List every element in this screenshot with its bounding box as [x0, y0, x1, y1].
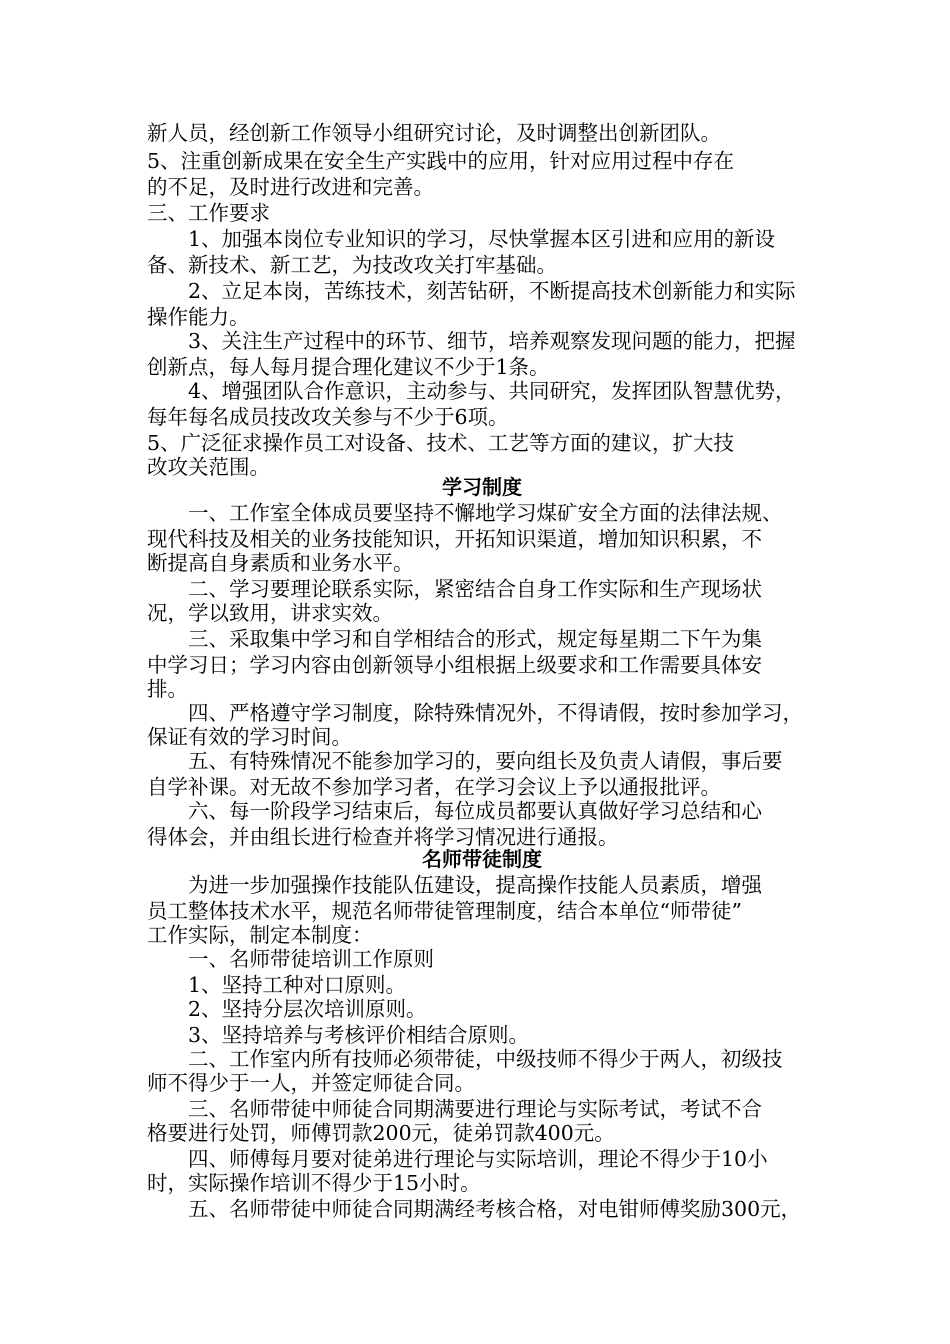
section-heading: 三、工作要求 [147, 201, 270, 225]
body-line: 自学补课。对无故不参加学习者，在学习会议上予以通报批评。 [147, 775, 721, 799]
body-line: 保证有效的学习时间。 [147, 725, 352, 749]
body-line: 2、立足本岗，苦练技术，刻苦钻研，不断提高技术创新能力和实际 [147, 279, 796, 303]
body-line: 3、坚持培养与考核评价相结合原则。 [147, 1023, 530, 1047]
body-line: 2、坚持分层次培训原则。 [147, 997, 427, 1021]
body-line: 1、坚持工种对口原则。 [147, 973, 407, 997]
body-line: 排。 [147, 677, 188, 701]
body-line: 五、名师带徒中师徒合同期满经考核合格，对电钳师傅奖励300元， [147, 1197, 802, 1221]
body-line: 六、每一阶段学习结束后，每位成员都要认真做好学习总结和心 [147, 799, 762, 823]
body-line: 三、采取集中学习和自学相结合的形式，规定每星期二下午为集 [147, 627, 762, 651]
body-line: 5、广泛征求操作员工对设备、技术、工艺等方面的建议，扩大技 [147, 431, 735, 455]
body-line: 格要进行处罚，师傅罚款200元，徒弟罚款400元。 [147, 1121, 615, 1145]
body-line: 工作实际，制定本制度： [147, 923, 373, 947]
body-line: 况，学以致用，讲求实效。 [147, 601, 393, 625]
body-line: 五、有特殊情况不能参加学习的，要向组长及负责人请假，事后要 [147, 749, 783, 773]
body-line: 断提高自身素质和业务水平。 [147, 551, 414, 575]
body-line: 四、严格遵守学习制度，除特殊情况外，不得请假，按时参加学习， [147, 701, 803, 725]
body-line: 备、新技术、新工艺，为技改攻关打牢基础。 [147, 253, 557, 277]
body-line: 新人员，经创新工作领导小组研究讨论，及时调整出创新团队。 [147, 121, 721, 145]
body-line: 创新点，每人每月提合理化建议不少于1条。 [147, 355, 550, 379]
body-line: 的不足，及时进行改进和完善。 [147, 175, 434, 199]
body-line: 现代科技及相关的业务技能知识，开拓知识渠道，增加知识积累，不 [147, 527, 762, 551]
body-line: 4、增强团队合作意识，主动参与、共同研究，发挥团队智慧优势， [147, 379, 796, 403]
section-title-study: 学习制度 [442, 475, 522, 499]
body-line: 二、学习要理论联系实际，紧密结合自身工作实际和生产现场状 [147, 577, 762, 601]
body-line: 二、工作室内所有技师必须带徒，中级技师不得少于两人，初级技 [147, 1047, 783, 1071]
body-line: 改攻关范围。 [147, 455, 270, 479]
body-line: 操作能力。 [147, 305, 250, 329]
body-line: 1、加强本岗位专业知识的学习，尽快掌握本区引进和应用的新设 [147, 227, 776, 251]
body-line: 四、师傅每月要对徒弟进行理论与实际培训，理论不得少于10小 [147, 1147, 768, 1171]
body-line: 中学习日；学习内容由创新领导小组根据上级要求和工作需要具体安 [147, 653, 762, 677]
body-line: 师不得少于一人，并签定师徒合同。 [147, 1071, 475, 1095]
section-title-mentorship: 名师带徒制度 [422, 847, 542, 871]
body-line: 一、名师带徒培训工作原则 [147, 947, 434, 971]
body-line: 员工整体技术水平，规范名师带徒管理制度，结合本单位“师带徒” [147, 899, 742, 923]
body-line: 得体会，并由组长进行检查并将学习情况进行通报。 [147, 825, 619, 849]
body-line: 5、注重创新成果在安全生产实践中的应用，针对应用过程中存在 [147, 149, 735, 173]
body-line: 三、名师带徒中师徒合同期满要进行理论与实际考试，考试不合 [147, 1097, 762, 1121]
body-line: 3、关注生产过程中的环节、细节，培养观察发现问题的能力，把握 [147, 329, 796, 353]
body-line: 为进一步加强操作技能队伍建设，提高操作技能人员素质，增强 [147, 873, 762, 897]
body-line: 一、工作室全体成员要坚持不懈地学习煤矿安全方面的法律法规、 [147, 501, 783, 525]
body-line: 每年每名成员技改攻关参与不少于6项。 [147, 405, 509, 429]
body-line: 时，实际操作培训不得少于15小时。 [147, 1171, 481, 1195]
